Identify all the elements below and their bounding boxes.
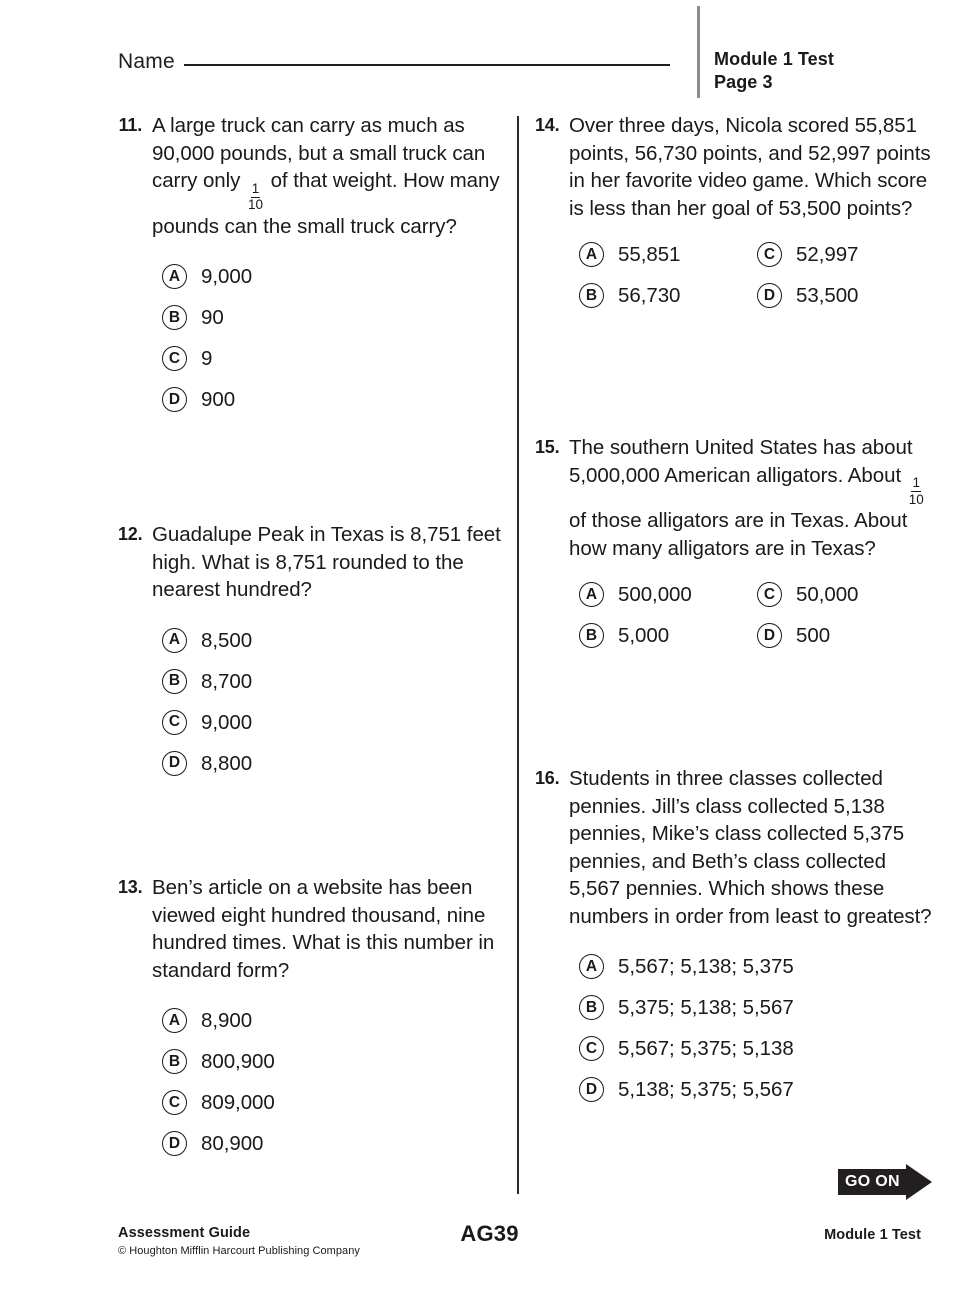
option-d[interactable] [579, 1069, 935, 1110]
question-15-options [579, 578, 935, 652]
question-12-text: Guadalupe Peak in Texas is 8,751 feet high. What is 8,751 rounded to the nearest hundred? [152, 523, 501, 601]
option-bubble-b[interactable]: B [162, 305, 187, 330]
option-d[interactable] [162, 1123, 518, 1164]
option-bubble-b[interactable]: B [579, 283, 604, 308]
option-b[interactable] [162, 1041, 518, 1082]
option-label-d: 5,138; 5,375; 5,567 [618, 1078, 794, 1101]
question-11-text-part2: of that weight. How many pounds can the small truck carry? [152, 169, 500, 238]
fraction-numerator: 1 [911, 476, 920, 492]
go-on-label: GO ON [838, 1169, 906, 1195]
option-d[interactable] [162, 379, 518, 420]
option-label-a: 8,500 [201, 628, 253, 652]
footer-page-number: AG39 [460, 1221, 519, 1246]
go-on-arrow-icon [838, 1164, 932, 1200]
option-bubble-c[interactable]: C [757, 242, 782, 267]
name-label: Name [118, 50, 175, 73]
option-a[interactable] [579, 578, 757, 611]
option-bubble-d[interactable]: D [757, 283, 782, 308]
option-label-d: 900 [201, 388, 236, 412]
question-13-text: Ben’s article on a website has been viewed eight hundred thousand, nine hundred times. What is this number in standard form? [152, 876, 495, 982]
question-15-prompt [535, 434, 935, 562]
option-bubble-b[interactable]: B [579, 623, 604, 648]
option-label-c: 52,997 [796, 243, 859, 266]
option-a[interactable] [579, 946, 935, 987]
option-label-d: 80,900 [201, 1132, 264, 1155]
fraction-denominator: 10 [248, 197, 263, 213]
option-label-a: 500,000 [618, 583, 692, 607]
option-label-d: 500 [796, 624, 831, 648]
option-bubble-b[interactable]: B [162, 1049, 187, 1074]
question-11-options [162, 256, 518, 420]
fraction-one-tenth [248, 182, 263, 213]
option-bubble-c[interactable]: C [162, 1090, 187, 1115]
option-d[interactable] [757, 279, 935, 312]
question-14-options [579, 238, 935, 312]
option-label-c: 9 [201, 347, 213, 371]
option-bubble-d[interactable]: D [162, 1131, 187, 1156]
option-label-b: 90 [201, 306, 224, 330]
question-12-prompt [118, 521, 518, 604]
question-11-text-part1: A large truck can carry as much as 90,000 pounds, but a small truck can carry only [152, 114, 486, 192]
option-d[interactable] [757, 619, 935, 652]
option-label-a: 9,000 [201, 265, 253, 289]
option-bubble-d[interactable]: D [162, 751, 187, 776]
option-d[interactable] [162, 743, 518, 784]
option-b[interactable] [579, 619, 757, 652]
question-13-number: 13. [118, 877, 143, 897]
header-vertical-divider [697, 6, 700, 98]
question-11 [118, 112, 518, 420]
question-15-number: 15. [535, 437, 560, 457]
option-bubble-d[interactable]: D [757, 623, 782, 648]
option-c[interactable] [162, 338, 518, 379]
question-13 [118, 874, 518, 1164]
footer-copyright: © Houghton Mifflin Harcourt Publishing Company [118, 1245, 360, 1257]
question-12 [118, 521, 518, 784]
option-bubble-a[interactable]: A [579, 242, 604, 267]
option-b[interactable] [162, 661, 518, 702]
option-label-b: 5,375; 5,138; 5,567 [618, 996, 794, 1019]
option-bubble-d[interactable]: D [579, 1077, 604, 1102]
fraction-denominator: 10 [908, 491, 924, 507]
option-bubble-a[interactable]: A [162, 264, 187, 289]
option-bubble-c[interactable]: C [162, 710, 187, 735]
question-13-prompt [118, 874, 518, 984]
option-c[interactable] [757, 238, 935, 271]
question-14-number: 14. [535, 115, 560, 135]
option-b[interactable] [162, 297, 518, 338]
option-label-d: 8,800 [201, 751, 253, 775]
option-b[interactable] [579, 279, 757, 312]
option-label-b: 5,000 [618, 624, 670, 648]
header-page-label: Page 3 [714, 71, 773, 92]
option-bubble-c[interactable]: C [757, 582, 782, 607]
option-bubble-b[interactable]: B [579, 995, 604, 1020]
question-15-text [569, 434, 935, 562]
option-b[interactable] [579, 987, 935, 1028]
question-13-options [162, 1000, 518, 1164]
question-14-prompt [535, 112, 935, 222]
question-12-options [162, 620, 518, 784]
go-on-arrowhead-icon [906, 1164, 932, 1200]
option-label-d: 53,500 [796, 284, 859, 307]
option-bubble-a[interactable]: A [579, 582, 604, 607]
question-16 [535, 765, 935, 1110]
option-label-b: 8,700 [201, 669, 253, 693]
option-label-c: 9,000 [201, 710, 253, 734]
question-11-text [152, 112, 518, 240]
option-label-a: 8,900 [201, 1009, 253, 1032]
option-bubble-b[interactable]: B [162, 669, 187, 694]
option-a[interactable] [579, 238, 757, 271]
question-16-options [579, 946, 935, 1110]
option-a[interactable] [162, 1000, 518, 1041]
question-14-text: Over three days, Nicola scored 55,851 points, 56,730 points, and 52,997 points in her favorite video game. Which score is less than her goal of 53,500 points? [569, 114, 931, 220]
option-bubble-a[interactable]: A [162, 628, 187, 653]
option-label-c: 809,000 [201, 1091, 275, 1114]
question-15 [535, 434, 935, 652]
option-label-c: 50,000 [796, 583, 859, 607]
option-label-c: 5,567; 5,375; 5,138 [618, 1037, 794, 1060]
option-c[interactable] [757, 578, 935, 611]
footer-guide-title: Assessment Guide [118, 1225, 251, 1241]
name-field-row [118, 50, 670, 74]
question-16-prompt [535, 765, 935, 930]
option-label-b: 56,730 [618, 284, 681, 307]
name-write-in-line[interactable] [184, 63, 670, 66]
question-16-text: Students in three classes collected pennies. Jill’s class collected 5,138 pennies, Mike’s class collected 5,375 pennies, and Beth’s class collected 5,567 pennies. Which shows these numbers in order from least to greatest? [569, 767, 932, 928]
option-a[interactable] [162, 256, 518, 297]
option-c[interactable] [162, 1082, 518, 1123]
option-label-a: 5,567; 5,138; 5,375 [618, 955, 794, 978]
question-15-text-part1: The southern United States has about 5,000,000 American alligators. About [569, 436, 913, 487]
header-test-info [714, 48, 834, 93]
footer-test-name: Module 1 Test [824, 1227, 921, 1243]
question-11-number: 11. [118, 115, 142, 135]
question-15-text-part2: of those alligators are in Texas. About how many alligators are in Texas? [569, 509, 908, 560]
option-bubble-d[interactable]: D [162, 387, 187, 412]
fraction-one-tenth [909, 476, 924, 507]
option-bubble-c[interactable]: C [579, 1036, 604, 1061]
fraction-numerator: 1 [251, 182, 260, 198]
header-test-title: Module 1 Test [714, 49, 834, 69]
page-header [0, 0, 979, 110]
option-c[interactable] [579, 1028, 935, 1069]
option-bubble-a[interactable]: A [579, 954, 604, 979]
option-label-b: 800,900 [201, 1050, 275, 1073]
question-16-number: 16. [535, 768, 560, 788]
question-14 [535, 112, 935, 312]
option-label-a: 55,851 [618, 243, 681, 266]
option-a[interactable] [162, 620, 518, 661]
option-bubble-a[interactable]: A [162, 1008, 187, 1033]
option-c[interactable] [162, 702, 518, 743]
question-12-number: 12. [118, 524, 143, 544]
option-bubble-c[interactable]: C [162, 346, 187, 371]
question-11-prompt [118, 112, 518, 240]
